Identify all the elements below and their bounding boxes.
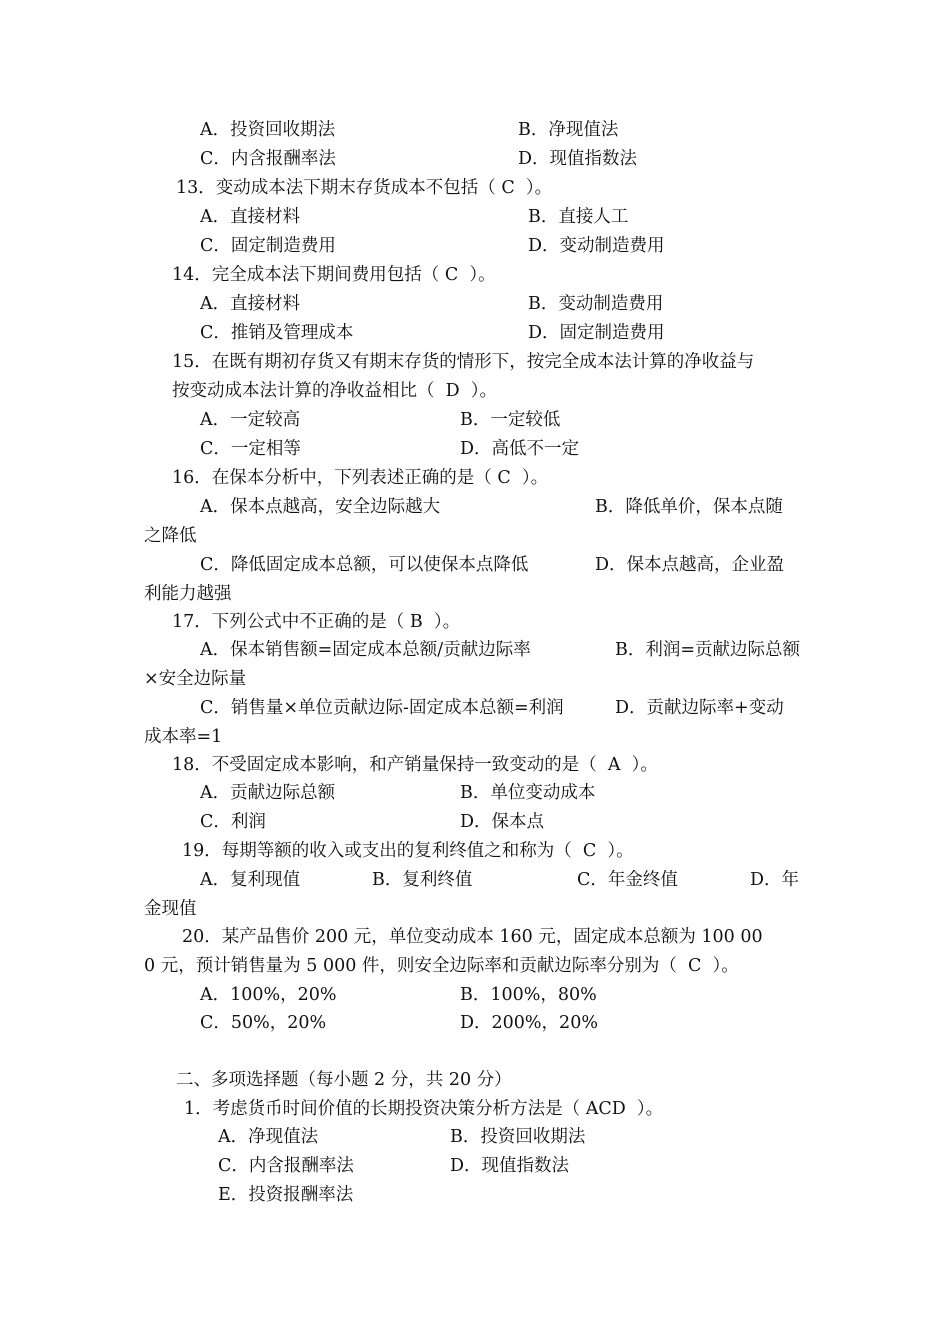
option-d-cont: 利能力越强 [144,584,232,604]
option-c: C．年金终值 [577,870,678,890]
option-b-cont: 之降低 [144,526,197,546]
option-e: E．投资报酬率法 [218,1185,354,1205]
option-b: B．直接人工 [528,207,629,227]
option-b: B．一定较低 [460,410,561,430]
option-d: D．高低不一定 [460,439,580,459]
option-b: B．单位变动成本 [460,783,596,803]
option-d: D．现值指数法 [518,149,638,169]
option-a: A．保本销售额=固定成本总额/贡献边际率 [200,640,531,660]
option-a: A．投资回收期法 [200,120,336,140]
option-b: B．降低单价，保本点随 [595,497,783,517]
option-a: A．一定较高 [200,410,301,430]
option-d: D．变动制造费用 [528,236,665,256]
option-a: A．复利现值 [200,870,301,890]
option-c: C．推销及管理成本 [200,323,354,343]
option-d: D．保本点越高，企业盈 [595,555,785,575]
option-d: D．现值指数法 [450,1156,570,1176]
option-b-cont: ×安全边际量 [144,669,247,689]
option-a: A．直接材料 [200,207,301,227]
option-a: A．直接材料 [200,294,301,314]
option-d: D．保本点 [460,812,545,832]
question-18: 18．不受固定成本影响，和产销量保持一致变动的是（ A ）。 [172,755,658,775]
section-heading: 二、多项选择题（每小题 2 分，共 20 分） [176,1070,512,1090]
option-a: A．贡献边际总额 [200,783,336,803]
option-b: B．变动制造费用 [528,294,664,314]
option-c: C．利润 [200,812,266,832]
option-d-cont: 成本率=1 [144,727,223,747]
option-c: C．一定相等 [200,439,301,459]
option-c: C．降低固定成本总额，可以使保本点降低 [200,555,529,575]
option-a: A．100%，20% [200,985,337,1005]
option-c: C．销售量×单位贡献边际-固定成本总额=利润 [200,698,564,718]
option-d: D．200%，20% [460,1013,598,1033]
question-15: 15．在既有期初存货又有期末存货的情形下，按完全成本法计算的净收益与 [172,352,755,372]
option-c: C．固定制造费用 [200,236,336,256]
option-a: A．保本点越高，安全边际越大 [200,497,441,517]
option-b: B．100%，80% [460,985,597,1005]
option-c: C．内含报酬率法 [218,1156,354,1176]
question-20-cont: 0 元，预计销售量为 5 000 件，则安全边际率和贡献边际率分别为（ C ）。 [144,956,739,976]
question-16: 16．在保本分析中，下列表述正确的是（ C ）。 [172,468,549,488]
question-17: 17．下列公式中不正确的是（ B ）。 [172,612,461,632]
question-19: 19．每期等额的收入或支出的复利终值之和称为（ C ）。 [182,841,634,861]
question-20: 20．某产品售价 200 元，单位变动成本 160 元，固定成本总额为 100 00 [182,927,763,947]
question-14: 14．完全成本法下期间费用包括（ C ）。 [172,265,496,285]
question-15-cont: 按变动成本法计算的净收益相比（ D ）。 [172,381,498,401]
option-d-cont: 金现值 [144,899,197,919]
multi-question-1: 1．考虑货币时间价值的长期投资决策分析方法是（ ACD ）。 [184,1099,664,1119]
option-a: A．净现值法 [218,1127,319,1147]
option-b: B．复利终值 [372,870,473,890]
option-d: D．固定制造费用 [528,323,665,343]
option-b: B．净现值法 [518,120,619,140]
option-b: B．利润=贡献边际总额 [615,640,801,660]
question-13: 13．变动成本法下期末存货成本不包括（ C ）。 [176,178,553,198]
option-d: D．年 [750,870,800,890]
option-b: B．投资回收期法 [450,1127,586,1147]
option-c: C．内含报酬率法 [200,149,336,169]
option-c: C．50%，20% [200,1013,327,1033]
option-d: D．贡献边际率+变动 [615,698,784,718]
